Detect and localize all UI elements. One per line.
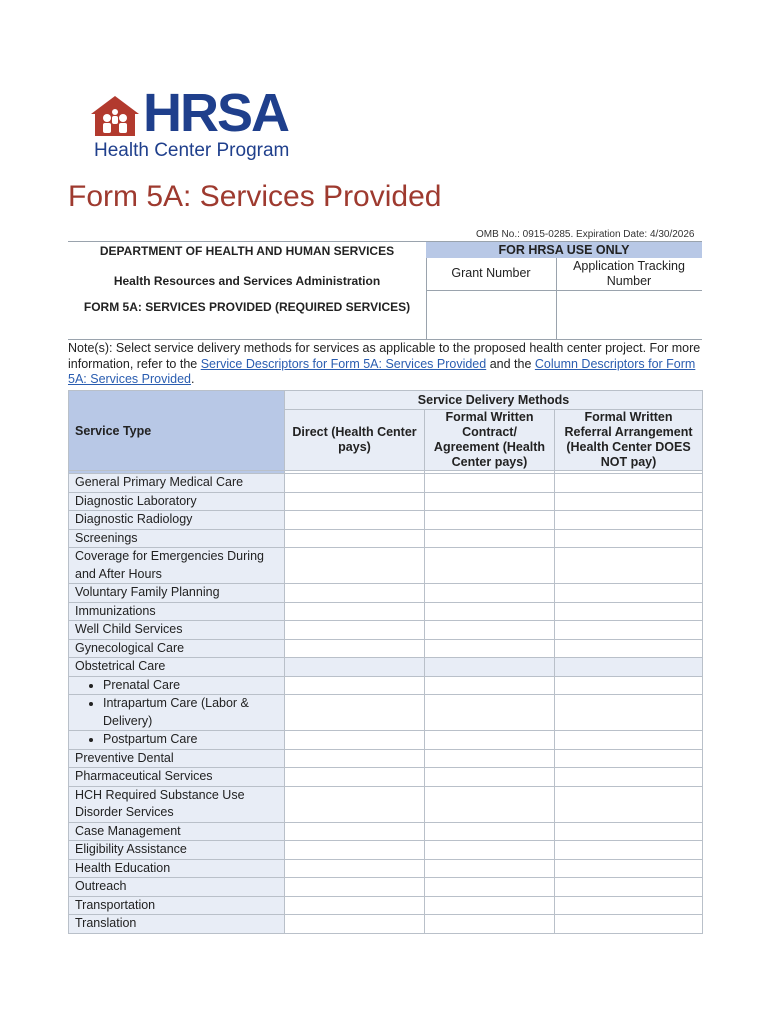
direct-cell[interactable] [285,859,425,878]
service-name-case-management: Case Management [69,822,285,841]
referral-cell[interactable] [555,822,703,841]
logo-wordmark: HRSA [143,83,289,143]
service-name-postpartum: • Postpartum Care [103,731,278,749]
contract-cell[interactable] [425,676,555,695]
referral-cell[interactable] [555,731,703,750]
contract-cell[interactable] [425,859,555,878]
note-text: . [190,372,195,386]
formal-contract-column-header: Formal Written Contract/ Agreement (Health Center pays) [425,410,555,471]
service-descriptors-link[interactable]: Service Descriptors for Form 5A: Services Provided [200,356,487,371]
logo-program-name: Health Center Program [94,140,290,161]
contract-cell[interactable] [425,602,555,621]
table-row [69,676,703,695]
referral-cell[interactable] [555,878,703,897]
referral-cell[interactable] [555,786,703,822]
direct-cell[interactable] [285,492,425,511]
service-name-transportation: Transportation [69,896,285,915]
table-row [69,695,703,731]
referral-cell[interactable] [555,529,703,548]
table-row [69,529,703,548]
table-row [69,786,703,822]
referral-cell[interactable] [555,584,703,603]
table-row [69,602,703,621]
referral-cell[interactable] [555,841,703,860]
divider [426,290,702,291]
formal-referral-column-header: Formal Written Referral Arrangement (Health Center DOES NOT pay) [555,410,703,471]
table-row [69,474,703,493]
direct-column-header: Direct (Health Center pays) [285,410,425,471]
contract-cell[interactable] [425,878,555,897]
contract-cell[interactable] [425,621,555,640]
referral-cell[interactable] [555,896,703,915]
service-name-prenatal: • Prenatal Care [103,677,278,695]
table-row [69,768,703,787]
obstetrical-subservice-cell [69,695,285,731]
contract-cell[interactable] [425,492,555,511]
service-name-health-education: Health Education [69,859,285,878]
referral-cell[interactable] [555,492,703,511]
table-row [69,639,703,658]
direct-cell[interactable] [285,841,425,860]
direct-cell[interactable] [285,749,425,768]
contract-cell[interactable] [425,749,555,768]
direct-cell[interactable] [285,548,425,584]
service-name-pharmaceutical: Pharmaceutical Services [69,768,285,787]
service-name-family-planning: Voluntary Family Planning [69,584,285,603]
service-name-primary-medical: General Primary Medical Care [69,474,285,493]
service-name-diagnostic-radiology: Diagnostic Radiology [69,511,285,530]
service-name-diagnostic-laboratory: Diagnostic Laboratory [69,492,285,511]
contract-cell[interactable] [425,768,555,787]
service-name-translation: Translation [69,915,285,934]
table-row [69,492,703,511]
referral-cell[interactable] [555,749,703,768]
referral-cell[interactable] [555,676,703,695]
direct-cell[interactable] [285,621,425,640]
referral-cell[interactable] [555,639,703,658]
page-title: Form 5A: Services Provided [68,180,442,213]
contract-cell[interactable] [425,822,555,841]
referral-cell[interactable] [555,915,703,934]
table-row [69,548,703,584]
direct-cell [285,658,425,677]
direct-cell[interactable] [285,822,425,841]
service-name-gynecological: Gynecological Care [69,639,285,658]
contract-cell[interactable] [425,786,555,822]
direct-cell[interactable] [285,768,425,787]
service-delivery-methods-header: Service Delivery Methods [285,391,703,410]
hrsa-logo [85,83,325,164]
direct-cell[interactable] [285,878,425,897]
referral-cell[interactable] [555,548,703,584]
instructions-note [68,341,704,388]
referral-cell[interactable] [555,621,703,640]
direct-cell[interactable] [285,639,425,658]
contract-cell[interactable] [425,695,555,731]
note-text: and the [486,356,535,371]
direct-cell[interactable] [285,511,425,530]
service-name-outreach: Outreach [69,878,285,897]
obstetrical-subservices [75,677,278,695]
table-row [69,731,703,750]
referral-cell[interactable] [555,474,703,493]
direct-cell[interactable] [285,731,425,750]
agency-name: Health Resources and Services Administration [113,274,381,288]
note-text: Note(s): Select service delivery methods for services as applicable to the proposed health center project. For more information, refer to the [68,341,701,371]
table-row [69,749,703,768]
direct-cell[interactable] [285,584,425,603]
contract-cell[interactable] [425,841,555,860]
service-type-header: Service Type [69,391,285,471]
tracking-number-field[interactable] [558,292,700,336]
services-table [68,390,703,934]
table-row [69,822,703,841]
contract-cell[interactable] [425,548,555,584]
table-row [69,915,703,934]
service-name-intrapartum: • Intrapartum Care (Labor & Delivery) [103,695,278,730]
form-header-table [68,241,702,340]
contract-cell[interactable] [425,529,555,548]
table-row [69,878,703,897]
service-name-substance-use: HCH Required Substance Use Disorder Services [69,786,285,822]
service-name-screenings: Screenings [69,529,285,548]
department-name: DEPARTMENT OF HEALTH AND HUMAN SERVICES [99,244,395,258]
referral-cell [555,658,703,677]
direct-cell[interactable] [285,786,425,822]
contract-cell[interactable] [425,511,555,530]
contract-cell[interactable] [425,896,555,915]
tracking-number-label: Application Tracking Number [573,259,685,288]
obstetrical-subservices [75,731,278,749]
contract-cell[interactable] [425,915,555,934]
table-row [69,511,703,530]
contract-cell [425,658,555,677]
table-row [69,859,703,878]
direct-cell[interactable] [285,896,425,915]
omb-number: OMB No.: 0915-0285. Expiration Date: 4/30/2026 [476,229,695,240]
direct-cell[interactable] [285,695,425,731]
hrsa-house-icon [89,94,141,138]
hrsa-use-only-header: FOR HRSA USE ONLY [426,242,702,258]
service-name-immunizations: Immunizations [69,602,285,621]
service-name-emergency-coverage: Coverage for Emergencies During and After Hours [69,548,285,584]
service-name-preventive-dental: Preventive Dental [69,749,285,768]
direct-cell[interactable] [285,529,425,548]
contract-cell[interactable] [425,474,555,493]
direct-cell[interactable] [285,676,425,695]
column-descriptors-link[interactable]: Column Descriptors for Form 5A: Services Provided [68,356,696,386]
obstetrical-subservices [75,695,278,730]
table-row [69,841,703,860]
contract-cell[interactable] [425,584,555,603]
grant-number-field[interactable] [428,292,554,336]
referral-cell[interactable] [555,768,703,787]
service-name-well-child: Well Child Services [69,621,285,640]
table-row [69,896,703,915]
referral-cell[interactable] [555,859,703,878]
table-row [69,658,703,677]
service-name-obstetrical: Obstetrical Care [69,658,285,677]
contract-cell[interactable] [425,639,555,658]
grant-number-label: Grant Number [451,266,531,280]
obstetrical-subservice-cell [69,731,285,750]
direct-cell[interactable] [285,474,425,493]
referral-cell[interactable] [555,602,703,621]
form-name: FORM 5A: SERVICES PROVIDED (REQUIRED SERVICES) [83,300,411,314]
direct-cell[interactable] [285,602,425,621]
direct-cell[interactable] [285,915,425,934]
contract-cell[interactable] [425,731,555,750]
table-row [69,584,703,603]
referral-cell[interactable] [555,511,703,530]
service-name-eligibility-assistance: Eligibility Assistance [69,841,285,860]
referral-cell[interactable] [555,695,703,731]
table-row [69,621,703,640]
obstetrical-subservice-cell [69,676,285,695]
